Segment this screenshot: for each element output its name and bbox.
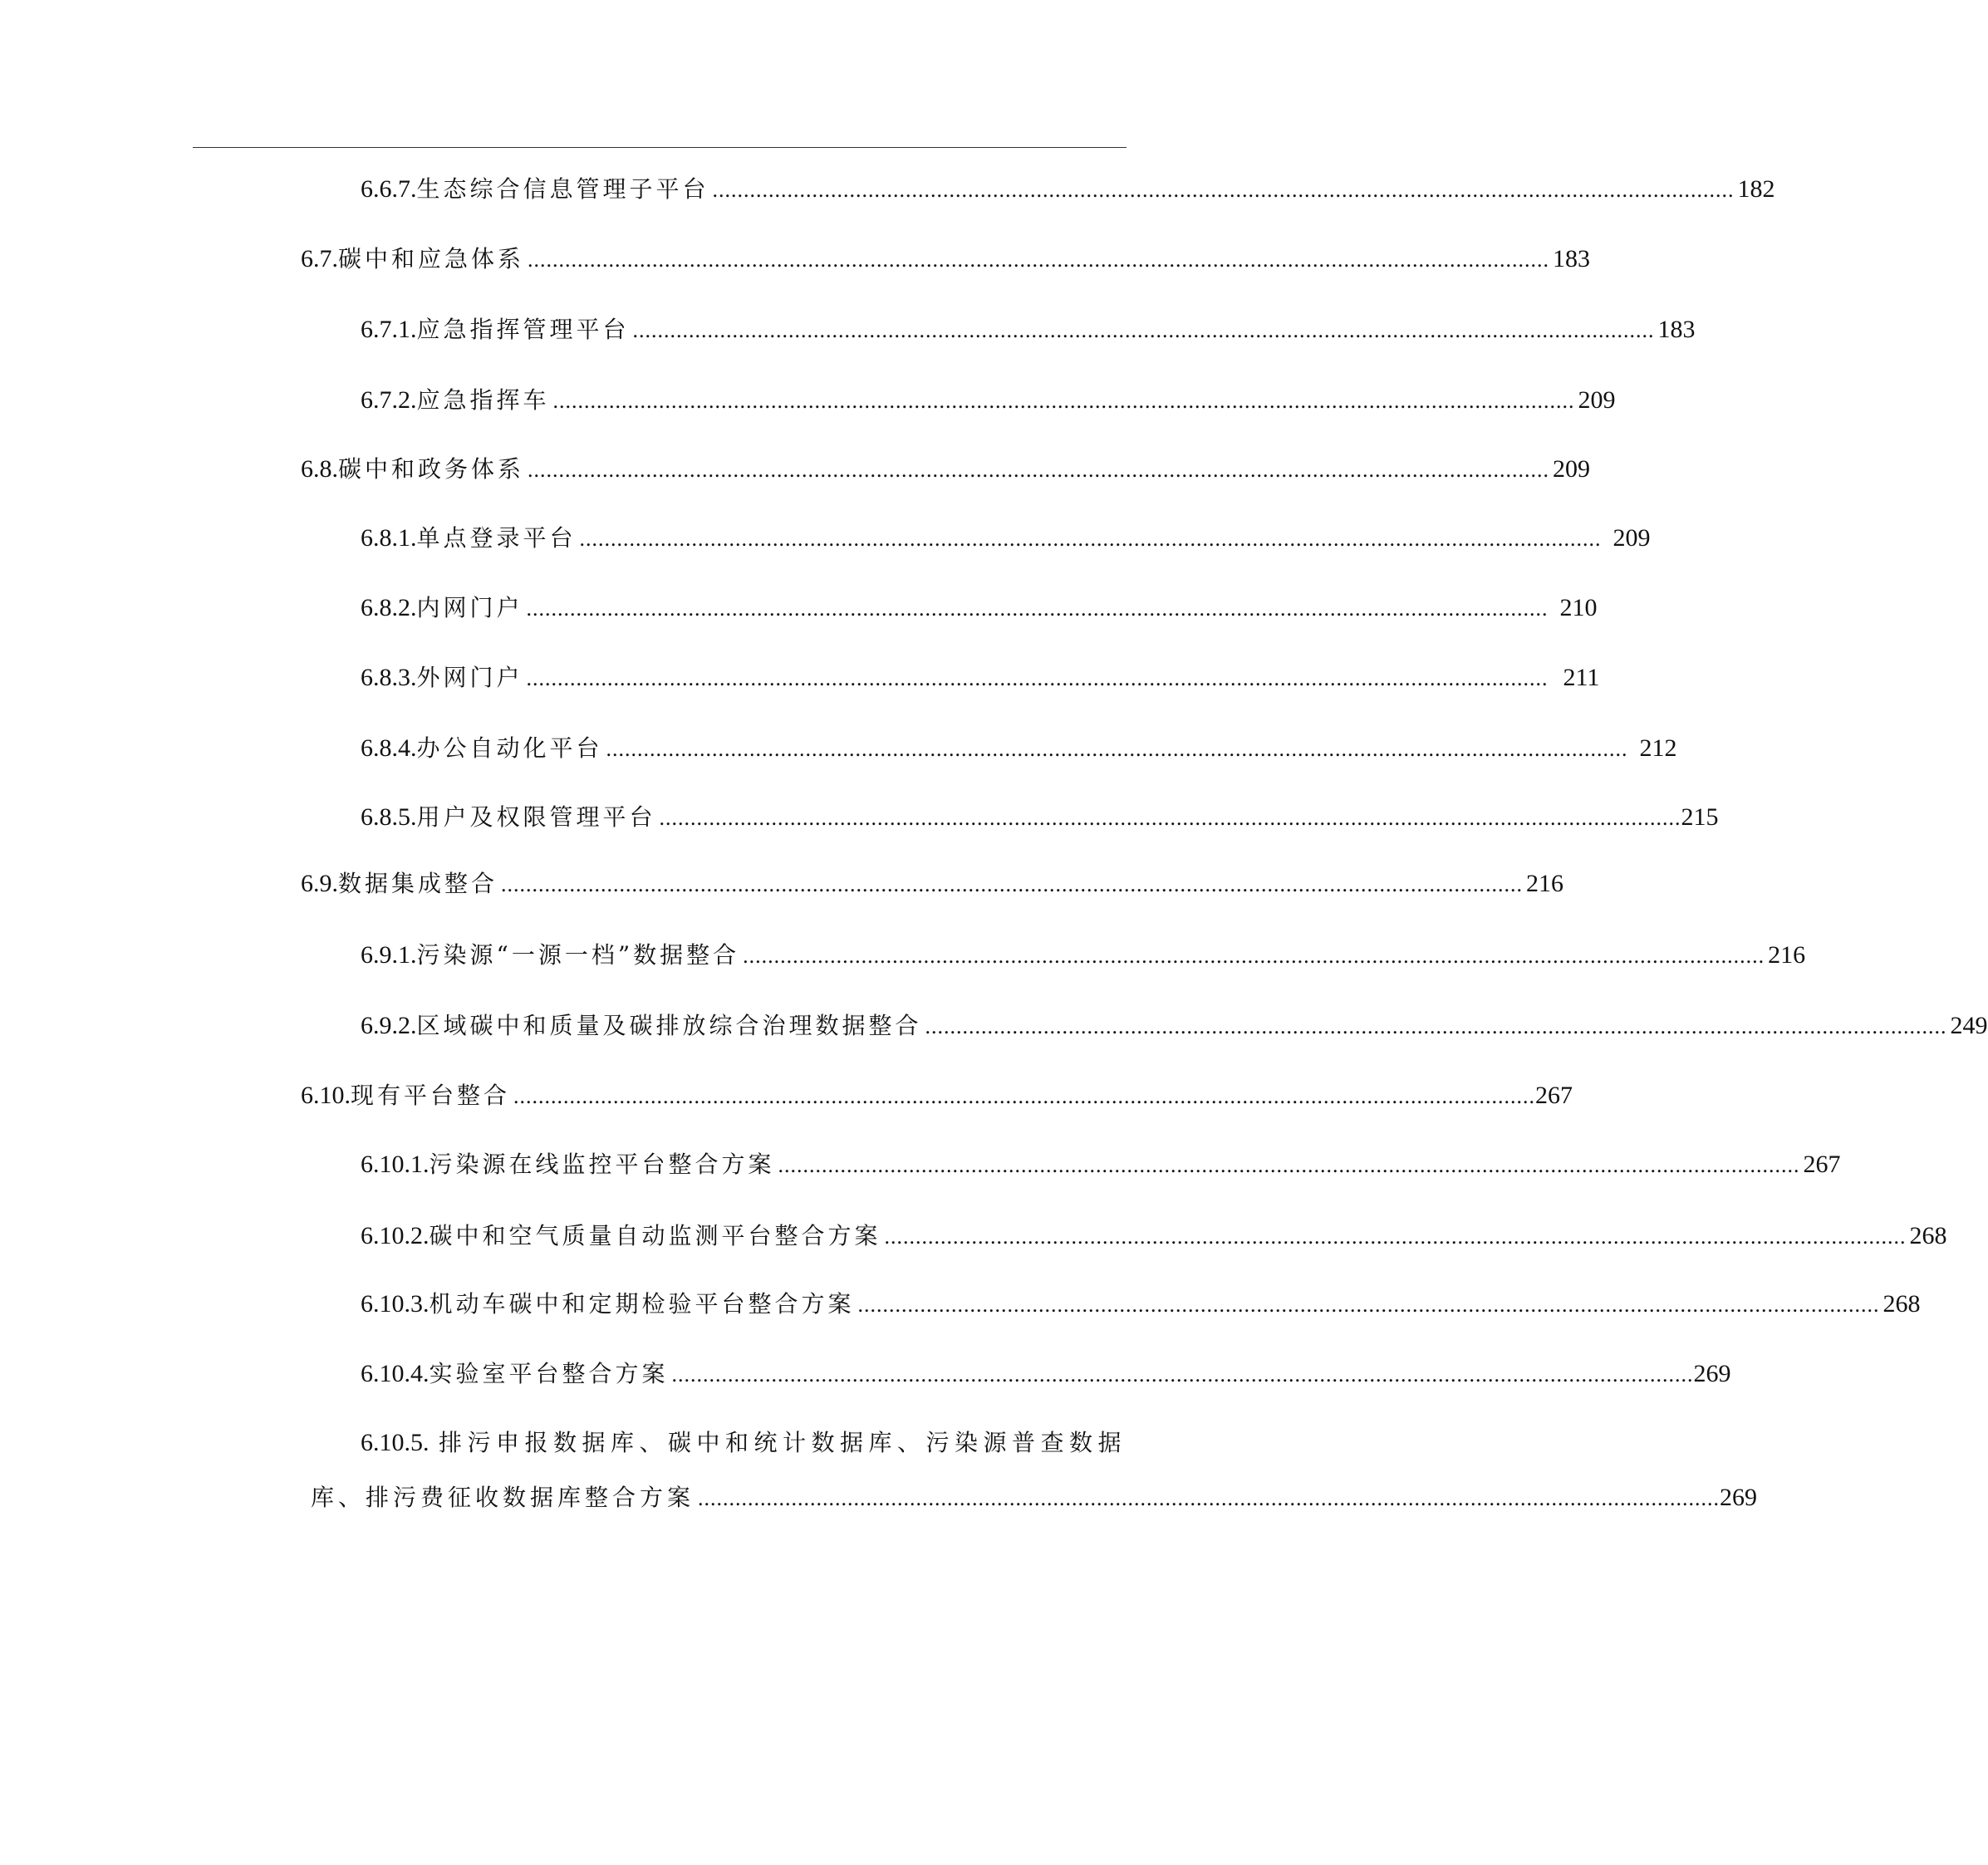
toc-title: 实验室平台整合方案	[429, 1360, 669, 1387]
toc-entry[interactable]	[361, 382, 1616, 419]
toc-title: 现有平台整合	[351, 1082, 511, 1109]
toc-entry[interactable]	[361, 660, 1600, 696]
toc-page-number: 269	[1693, 1360, 1731, 1387]
toc-page-number: 216	[1526, 870, 1564, 897]
toc-number: 6.9.	[301, 870, 338, 897]
toc-leader: ....................................................................................................................................................................	[884, 1225, 1907, 1249]
toc-leader: ....................................................................................................................................................................	[606, 737, 1628, 761]
header-rule	[193, 147, 1127, 148]
toc-leader: ....................................................................................................................................................................	[698, 1486, 1720, 1510]
toc-number: 6.8.5.	[361, 803, 417, 831]
toc-title-continued: 库、排污费征收数据库整合方案	[311, 1484, 695, 1511]
toc-entry[interactable]	[361, 1218, 1947, 1254]
toc-page-number: 212	[1639, 734, 1677, 762]
toc-page-number: 211	[1563, 664, 1600, 691]
toc-entry-line1[interactable]	[361, 1425, 1127, 1461]
toc-number: 6.7.2.	[361, 386, 417, 414]
toc-title: 碳中和政务体系	[338, 455, 525, 483]
toc-leader: ....................................................................................................................................................................	[778, 1153, 1800, 1177]
toc-page-number: 183	[1657, 316, 1696, 343]
toc-title: 外网门户	[416, 664, 523, 691]
toc-entry[interactable]	[361, 171, 1775, 208]
toc-entry[interactable]	[361, 312, 1696, 348]
toc-leader: ....................................................................................................................................................................	[526, 666, 1549, 690]
toc-title: 排污申报数据库、碳中和统计数据库、污染源普查数据	[438, 1429, 1127, 1456]
toc-leader: ....................................................................................................................................................................	[528, 248, 1550, 272]
toc-page-number: 215	[1681, 803, 1719, 831]
toc-title: 单点登录平台	[416, 524, 577, 552]
toc-title: 生态综合信息管理子平台	[416, 175, 709, 203]
toc-page-number: 268	[1909, 1222, 1947, 1249]
toc-entry[interactable]	[301, 451, 1591, 488]
toc-entry[interactable]	[361, 1286, 1921, 1323]
toc-number: 6.9.2.	[361, 1012, 417, 1039]
toc-title: 区域碳中和质量及碳排放综合治理数据整合	[416, 1012, 922, 1039]
toc-leader: ....................................................................................................................................................................	[501, 872, 1524, 896]
toc-title: 用户及权限管理平台	[416, 803, 656, 831]
toc-title: 污染源在线监控平台整合方案	[429, 1151, 775, 1178]
toc-leader: ....................................................................................................................................................................	[632, 318, 1655, 342]
toc-leader: ....................................................................................................................................................................	[743, 944, 1765, 968]
toc-page-number: 210	[1559, 594, 1598, 621]
toc-entry-line2[interactable]	[311, 1480, 1758, 1516]
toc-title: 数据集成整合	[338, 870, 498, 897]
toc-number: 6.8.2.	[361, 594, 417, 621]
toc-leader: ....................................................................................................................................................................	[671, 1362, 1694, 1386]
toc-title: 内网门户	[416, 594, 523, 621]
toc-leader: ....................................................................................................................................................................	[528, 458, 1550, 482]
toc-number: 6.7.1.	[361, 316, 417, 343]
toc-number: 6.7.	[301, 245, 338, 272]
toc-title: 碳中和应急体系	[338, 245, 525, 272]
toc-number: 6.8.	[301, 455, 338, 483]
toc-entry[interactable]	[361, 937, 1806, 974]
toc-number: 6.10.5.	[361, 1429, 430, 1456]
toc-page-number: 249	[1950, 1012, 1988, 1039]
toc-number: 6.8.3.	[361, 664, 417, 691]
toc-page-number: 183	[1553, 245, 1591, 272]
toc-page-number: 209	[1612, 524, 1651, 552]
toc-title: 办公自动化平台	[416, 734, 603, 762]
toc-title: 应急指挥管理平台	[416, 316, 630, 343]
toc-number: 6.10.1.	[361, 1151, 430, 1178]
toc-title: 碳中和空气质量自动监测平台整合方案	[429, 1222, 881, 1249]
toc-number: 6.10.	[301, 1082, 351, 1109]
toc-entry[interactable]	[301, 1077, 1573, 1114]
toc-entry[interactable]	[361, 730, 1677, 767]
toc-number: 6.8.1.	[361, 524, 417, 552]
toc-entry[interactable]	[361, 1008, 1988, 1044]
toc-entry[interactable]	[361, 799, 1719, 836]
toc-number: 6.8.4.	[361, 734, 417, 762]
toc-leader: ....................................................................................................................................................................	[513, 1084, 1536, 1108]
toc-title: 机动车碳中和定期检验平台整合方案	[429, 1290, 855, 1318]
toc-leader: ....................................................................................................................................................................	[552, 389, 1575, 413]
toc-page-number: 267	[1535, 1082, 1573, 1109]
toc-title: 污染源“一源一档”数据整合	[416, 941, 740, 969]
toc-page-number: 267	[1803, 1151, 1841, 1178]
toc-entry[interactable]	[361, 1146, 1841, 1183]
toc-page-number: 269	[1720, 1484, 1758, 1511]
toc-leader: ....................................................................................................................................................................	[526, 596, 1549, 621]
toc-number: 6.10.4.	[361, 1360, 430, 1387]
toc-entry[interactable]	[361, 590, 1598, 626]
toc-entry[interactable]	[301, 241, 1591, 277]
toc-page-number: 209	[1578, 386, 1616, 414]
toc-leader: ....................................................................................................................................................................	[857, 1293, 1880, 1317]
toc-number: 6.9.1.	[361, 941, 417, 969]
toc-leader: ....................................................................................................................................................................	[579, 527, 1602, 551]
toc-leader: ....................................................................................................................................................................	[659, 806, 1681, 830]
toc-entry[interactable]	[361, 1356, 1731, 1392]
toc-page-number: 209	[1553, 455, 1591, 483]
toc-entry[interactable]	[361, 520, 1651, 557]
toc-page-number: 182	[1737, 175, 1775, 203]
toc-number: 6.6.7.	[361, 175, 417, 203]
toc-number: 6.10.2.	[361, 1222, 430, 1249]
toc-leader: ....................................................................................................................................................................	[925, 1014, 1947, 1038]
toc-entry[interactable]	[301, 866, 1564, 902]
toc-page-number: 216	[1768, 941, 1806, 969]
toc-page-number: 268	[1882, 1290, 1921, 1318]
toc-title: 应急指挥车	[416, 386, 550, 414]
toc-leader: ....................................................................................................................................................................	[712, 178, 1735, 202]
toc-number: 6.10.3.	[361, 1290, 430, 1318]
